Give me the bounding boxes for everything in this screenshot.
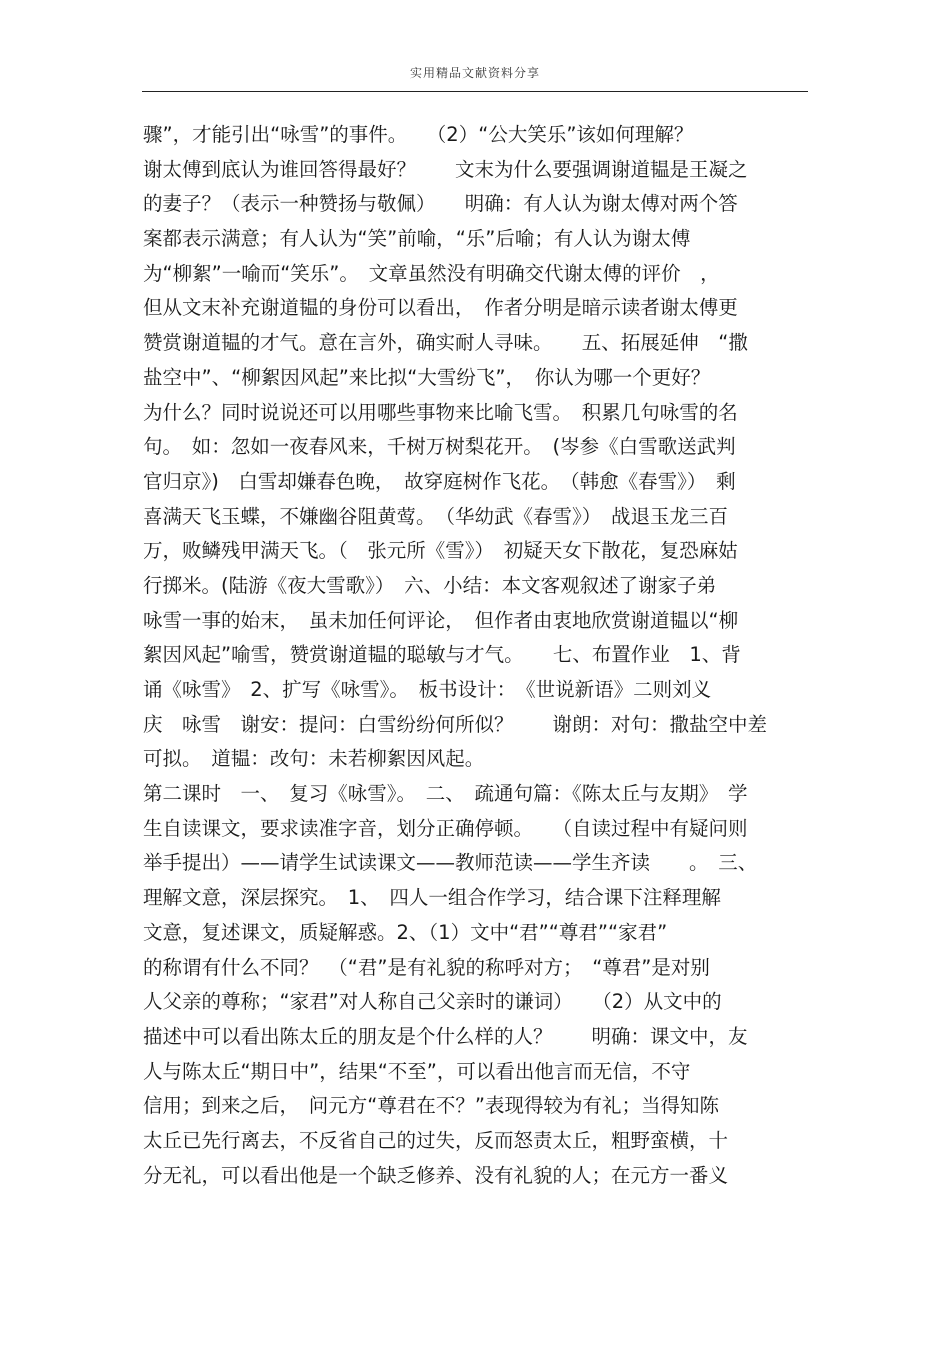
text-line: 赞赏谢道韫的才气。意在言外，确实耐人寻味。 五、拓展延伸 “撒 (143, 331, 748, 355)
text-line: 为“柳絮”一喻而“笑乐”。 文章虽然没有明确交代谢太傅的评价 ， (143, 261, 720, 285)
text-line: 举手提出）——请学生试读课文——教师范读——学生齐读 。 三、 (143, 851, 758, 875)
text-line: 盐空中”、“柳絮因风起”来比拟“大雪纷飞”， 你认为哪一个更好？ (143, 365, 711, 389)
text-line: 但从文末补充谢道韫的身份可以看出， 作者分明是暗示读者谢太傅更 (143, 296, 738, 320)
text-line: 句。 如：忽如一夜春风来，千树万树梨花开。 (岑参《白雪歌送武判 (143, 435, 736, 459)
document-body (143, 118, 815, 1193)
text-line: 庆 咏雪 谢安：提问：白雪纷纷何所似？ 谢朗：对句：撒盐空中差 (143, 712, 768, 736)
text-line: 的称谓有什么不同？ （“君”是有礼貌的称呼对方； “尊君”是对别 (143, 955, 710, 979)
text-line: 骤”，才能引出“咏雪”的事件。 （2）“公大笑乐”该如何理解？ (143, 123, 694, 146)
header-divider (142, 91, 808, 92)
text-line: 的妻子？（表示一种赞扬与敬佩） 明确：有人认为谢太傅对两个答 (143, 192, 738, 216)
text-line: 咏雪一事的始末， 虽未加任何评论， 但作者由衷地欣赏谢道韫以“柳 (143, 608, 739, 632)
text-line: 理解文意，深层探究。 1、 四人一组合作学习，结合课下注释理解 (143, 886, 721, 910)
text-line: 人父亲的尊称；“家君”对人称自己父亲时的谦词） （2）从文中的 (143, 990, 722, 1014)
text-line: 信用；到来之后， 问元方“尊君在不？”表现得较为有礼；当得知陈 (143, 1094, 719, 1118)
text-line: 可拟。 道韫：改句：未若柳絮因风起。 (143, 747, 485, 771)
text-line: 官归京》) 白雪却嫌春色晚， 故穿庭树作飞花。 （韩愈《春雪》） 剩 (143, 469, 736, 493)
text-line: 文意，复述课文，质疑解惑。2、（1）文中“君”“尊君”“家君” (143, 920, 668, 944)
text-line: 诵《咏雪》 2、扩写《咏雪》。 板书设计： 《世说新语》二则刘义 (143, 678, 712, 701)
text-line: 第二课时 一、 复习《咏雪》。 二、 疏通句篇：《陈太丘与友期》 学 (143, 782, 748, 806)
text-line: 谢太傅到底认为谁回答得最好？ 文末为什么要强调谢道韫是王凝之 (143, 157, 748, 181)
text-line: 生自读课文，要求读准字音，划分正确停顿。 （自读过程中有疑问则 (143, 816, 748, 840)
text-line: 描述中可以看出陈太丘的朋友是个什么样的人？ 明确：课文中，友 (143, 1024, 748, 1048)
text-line: 万，败鳞残甲满天飞。（ 张元所《雪》） 初疑天女下散花，复恐麻姑 (143, 539, 738, 563)
text-line: 絮因风起”喻雪，赞赏谢道韫的聪敏与才气。 七、布置作业 1、背 (143, 643, 741, 667)
text-line: 案都表示满意；有人认为“笑”前喻，“乐”后喻；有人认为谢太傅 (143, 227, 691, 251)
text-line: 行掷米。(陆游《夜大雪歌》） 六、小结：本文客观叙述了谢家子弟 (143, 573, 717, 597)
text-line: 人与陈太丘“期日中”，结果“不至”，可以看出他言而无信，不守 (143, 1059, 691, 1083)
page-header: 实用精品文献资料分享 (409, 66, 540, 80)
text-line: 为什么？同时说说还可以用哪些事物来比喻飞雪。 积累几句咏雪的名 (143, 400, 738, 424)
text-line: 太丘已先行离去，不反省自己的过失，反而怒责太丘，粗野蛮横，十 (143, 1128, 729, 1152)
text-line: 分无礼，可以看出他是一个缺乏修养、没有礼貌的人；在元方一番义 (143, 1163, 729, 1187)
text-line: 喜满天飞玉蝶，不嫌幽谷阻黄莺。 （华幼武《春雪》） 战退玉龙三百 (143, 504, 729, 528)
